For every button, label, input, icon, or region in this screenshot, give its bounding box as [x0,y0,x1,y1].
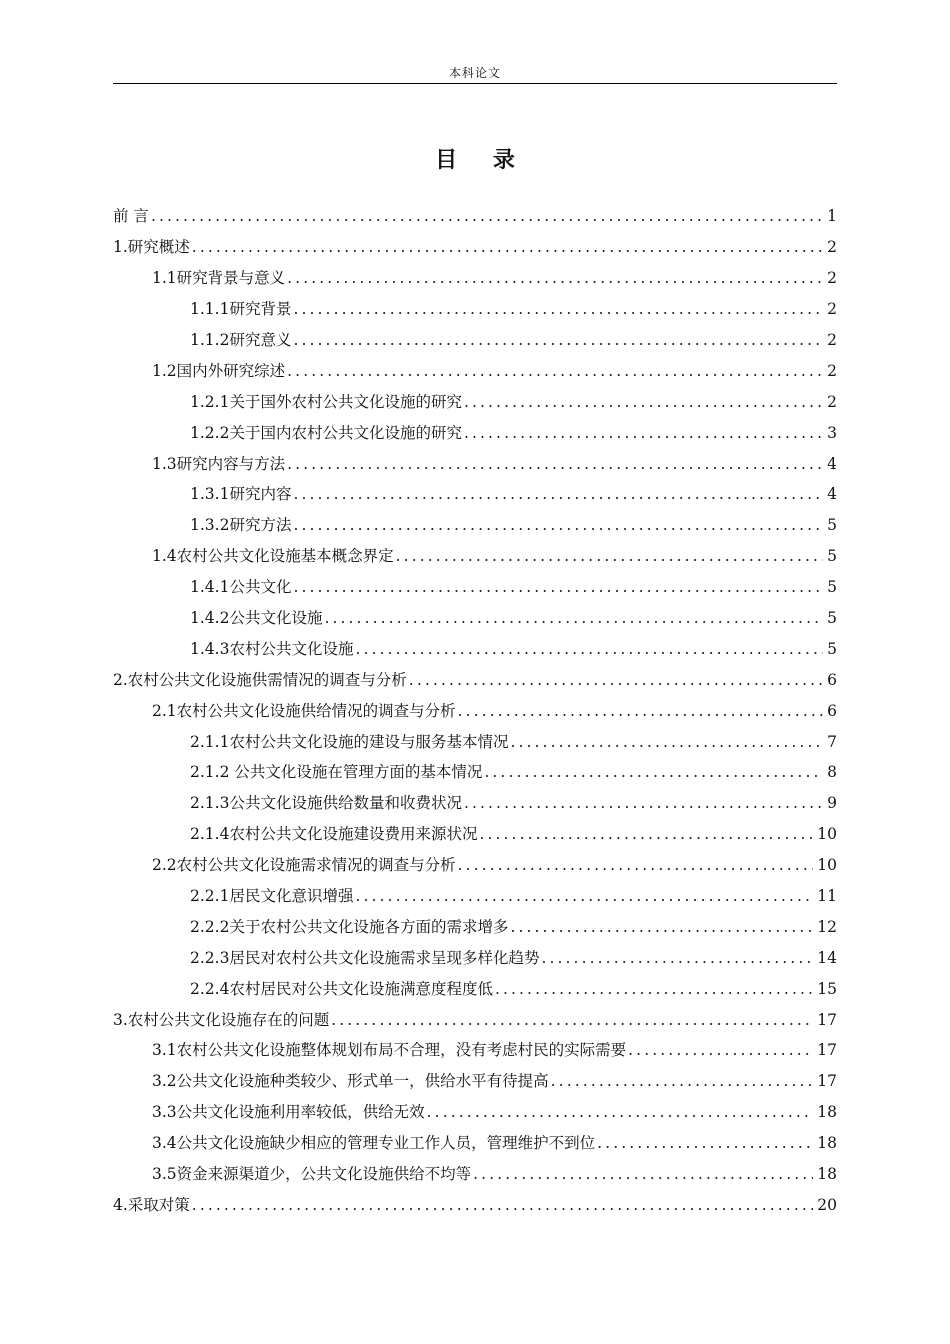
toc-entry-title: 1.研究概述 [113,238,190,257]
toc-dot-leader [287,454,823,474]
toc-entry[interactable] [113,726,837,757]
toc-page-number: 5 [827,639,837,658]
toc-entry-title: 1.2.2关于国内农村公共文化设施的研究 [190,423,462,442]
toc-page-number: 17 [817,1041,837,1060]
toc-page-number: 17 [817,1072,837,1091]
toc-dot-leader [287,361,823,381]
toc-entry-title: 1.2.1关于国外农村公共文化设施的研究 [190,392,462,411]
running-header: 本科论文 [448,66,501,80]
toc-entry[interactable] [113,1035,837,1066]
toc-entry[interactable] [113,201,837,232]
toc-entry[interactable] [113,479,837,510]
toc-page-number: 18 [817,1103,837,1122]
toc-dot-leader [495,979,813,999]
toc-page-number: 15 [817,979,837,998]
toc-dot-leader [427,1102,814,1122]
toc-page-number: 18 [817,1165,837,1184]
toc-dot-leader [484,762,823,782]
toc-entry[interactable] [113,695,837,726]
toc-dot-leader [551,1071,814,1091]
toc-dot-leader [597,1133,813,1153]
toc-dot-leader [628,1040,813,1060]
toc-page-number: 7 [827,732,837,751]
toc-entry[interactable] [113,417,837,448]
toc-dot-leader [458,855,814,875]
toc-dot-leader [510,732,823,752]
toc-entry[interactable] [113,294,837,325]
toc-entry-title: 1.4.3农村公共文化设施 [190,639,354,658]
toc-entry[interactable] [113,757,837,788]
toc-dot-leader [458,701,823,721]
header-divider [113,83,837,84]
toc-page-number: 10 [817,856,837,875]
toc-entry-title: 1.2国内外研究综述 [152,361,286,380]
toc-dot-leader [293,299,823,319]
toc-page-number: 9 [827,794,837,813]
toc-entry-title: 1.1.1研究背景 [190,300,292,319]
toc-entry[interactable] [113,1190,837,1221]
toc-entry-title: 1.3研究内容与方法 [152,454,286,473]
toc-entry[interactable] [113,664,837,695]
toc-entry-title: 2.1农村公共文化设施供给情况的调查与分析 [152,701,456,720]
toc-entry[interactable] [113,1004,837,1035]
toc-entry[interactable] [113,881,837,912]
toc-entry-title: 1.3.2研究方法 [190,516,292,535]
toc-dot-leader [151,206,823,226]
toc-entry[interactable] [113,232,837,263]
toc-page-number: 6 [827,670,837,689]
toc-entry[interactable] [113,510,837,541]
toc-page-number: 2 [827,269,837,288]
toc-dot-leader [324,608,823,628]
toc-entry-title: 2.农村公共文化设施供需情况的调查与分析 [113,670,407,689]
toc-entry-title: 2.2.1居民文化意识增强 [190,887,354,906]
toc-entry-title: 2.2.4农村居民对公共文化设施满意度程度低 [190,979,493,998]
toc-dot-leader [409,670,823,690]
toc-entry[interactable] [113,819,837,850]
toc-entry-title: 2.1.2 公共文化设施在管理方面的基本情况 [190,763,483,782]
toc-entry-title: 2.2.2关于农村公共文化设施各方面的需求增多 [190,917,509,936]
toc-entry[interactable] [113,541,837,572]
toc-entry-title: 1.4农村公共文化设施基本概念界定 [152,547,394,566]
toc-entry[interactable] [113,633,837,664]
toc-dot-leader [510,917,813,937]
toc-entry[interactable] [113,448,837,479]
toc-page-number: 17 [817,1010,837,1029]
toc-entry-title: 4.采取对策 [113,1195,190,1214]
toc-entry-title: 2.2农村公共文化设施需求情况的调查与分析 [152,856,456,875]
toc-entry-title: 2.1.3公共文化设施供给数量和收费状况 [190,794,462,813]
toc-page-number: 2 [827,238,837,257]
toc-entry[interactable] [113,1159,837,1190]
toc-entry[interactable] [113,1066,837,1097]
toc-dot-leader [541,948,813,968]
toc-page-number: 2 [827,300,837,319]
toc-entry[interactable] [113,1128,837,1159]
toc-page-number: 11 [817,887,837,906]
toc-page-number: 5 [827,578,837,597]
toc-dot-leader [396,546,823,566]
toc-entry[interactable] [113,911,837,942]
toc-entry[interactable] [113,788,837,819]
toc-page-number: 2 [827,392,837,411]
toc-entry-title: 3.农村公共文化设施存在的问题 [113,1010,330,1029]
toc-dot-leader [192,1195,813,1215]
toc-entry-title: 1.1.2研究意义 [190,331,292,349]
toc-page-number: 4 [827,454,837,473]
toc-dot-leader [355,886,813,906]
toc-entry[interactable] [113,263,837,294]
toc-entry-title: 1.1研究背景与意义 [152,269,286,288]
toc-entry-title: 3.4公共文化设施缺少相应的管理专业工作人员，管理维护不到位 [152,1134,596,1153]
toc-page-number: 5 [827,609,837,628]
toc-entry[interactable] [113,1097,837,1128]
toc-page-number: 12 [817,917,837,936]
toc-page-number: 3 [827,423,837,442]
toc-page-number: 8 [827,763,837,782]
toc-page-number: 18 [817,1134,837,1153]
toc-entry-title: 1.3.1研究内容 [190,485,292,504]
toc-entry[interactable] [113,973,837,1004]
toc-entry-title: 1.4.2公共文化设施 [190,609,323,628]
toc-dot-leader [287,268,823,288]
toc-page-number: 5 [827,516,837,535]
toc-page-number: 2 [827,331,837,349]
toc-entry-title: 2.2.3居民对农村公共文化设施需求呈现多样化趋势 [190,948,540,967]
toc-dot-leader [293,577,823,597]
toc-dot-leader [331,1010,813,1030]
toc-page-number: 10 [817,825,837,844]
toc-dot-leader [192,237,823,257]
toc-entry-title: 3.2公共文化设施种类较少、形式单一，供给水平有待提高 [152,1072,549,1091]
toc-entry-title: 2.1.4农村公共文化设施建设费用来源状况 [190,825,478,844]
toc-page-number: 20 [817,1195,837,1214]
toc-page-number: 1 [827,207,837,226]
toc-entry-title: 3.1农村公共文化设施整体规划布局不合理，没有考虑村民的实际需要 [152,1041,627,1060]
toc-dot-leader [464,423,823,443]
toc-dot-leader [355,639,823,659]
toc-page-number: 4 [827,485,837,504]
toc-dot-leader [293,484,823,504]
toc-entry[interactable] [113,942,837,973]
toc-title: 目 录 [435,147,529,173]
toc-dot-leader [293,515,823,535]
toc-entry[interactable] [113,325,837,356]
toc-dot-leader [473,1164,813,1184]
toc-page-number: 2 [827,361,837,380]
toc-entry[interactable] [113,603,837,634]
toc-dot-leader [464,392,823,412]
toc-entry-title: 前 言 [113,207,149,226]
table-of-contents [113,201,837,1220]
toc-page-number: 6 [827,701,837,720]
toc-page-number: 5 [827,547,837,566]
toc-entry-title: 1.4.1公共文化 [190,578,292,597]
toc-entry[interactable] [113,386,837,417]
toc-entry-title: 3.3公共文化设施利用率较低，供给无效 [152,1103,425,1122]
toc-entry-title: 2.1.1农村公共文化设施的建设与服务基本情况 [190,732,509,751]
toc-entry-title: 3.5资金来源渠道少，公共文化设施供给不均等 [152,1165,472,1184]
toc-dot-leader [293,330,823,350]
toc-dot-leader [479,824,813,844]
toc-page-number: 14 [817,948,837,967]
toc-dot-leader [464,793,823,813]
toc-entry[interactable] [113,572,837,603]
toc-entry[interactable] [113,850,837,881]
toc-entry[interactable] [113,355,837,386]
